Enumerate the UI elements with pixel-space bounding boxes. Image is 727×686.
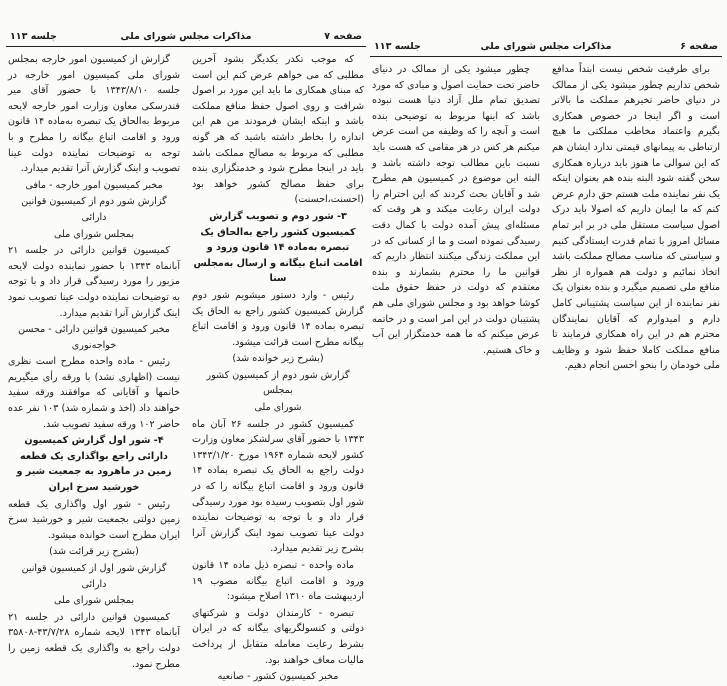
paragraph: رئیس - وارد دستور میشویم شور دوم گزارش کمیسیون کشور راجع به الحاق یک تبصره بماده ۱۴ قانون ورود و اقامت اتباع بیگانه مطرح است قرائت میشود. bbox=[192, 289, 364, 348]
publication-title: مذاکرات مجلس شورای ملی bbox=[120, 31, 252, 42]
paragraph: ماده واحده - تبصره ذیل ماده ۱۴ قانون ورود و اقامت اتباع بیگانه مصوب ۱۹ اردیبهشت ماه ۱۳۱۰ اصلاح میشود: bbox=[192, 560, 364, 603]
paragraph: شورای ملی bbox=[254, 402, 302, 414]
paragraph: رئیس - ماده واحده مطرح است نظری نیست (اظهاری نشد) با ورقه رأی میگیریم خانمها و آقایانی که موافقند ورقه سفید خواهند داد (اخذ و شماره شد) ۱۰۳ نفر عده حاضر ۱۰۲ ورقه سفید تصویب شد. bbox=[8, 356, 181, 430]
section-heading: ۳- شور دوم و تصویب گزارش کمیسیون کشور راجع به‌الحاق یک تبصره به‌ماده ۱۴ قانون ورود و اقامت اتباع بیگانه و ارسال به‌مجلس سنا bbox=[193, 210, 363, 285]
paragraph: بمجلس شورای ملی bbox=[53, 595, 135, 607]
paragraph: گزارش از کمیسیون امور خارجه بمجلس شورای ملی کمیسیون امور خارجه در جلسه ۱۳۴۳/۸/۱۰ با حضور آقای میر فندرسکی معاون وزارت امور خارجه لایحه مربوط به‌الحاق یک تبصره به‌ماده ۱۴ قانون ورود و اقامت اتباع بیگانه را مطرح و با توجه به توضیحات نماینده دولت عینا تصویب و اینک گزارش آنرا تقدیم میدارد. bbox=[8, 54, 180, 175]
paragraph: برای طرفیت شخص نیست ابتداً مدافع شخص تداریم چطور میشود یکی از ممالک در دنیای حاضر تخیرهم مملکت ما بالاتر است و اگر اینجا در خصوص همکاری بگیرم واعتماد مخاطب مملکتی ما هیچ ارتباطی به پیمانهای قیمتی ندارد ایشان هم که این سوالی ما هنوز باید درباره همکاری سخن گفته شود البته بنده هم بعنوان اینکه یک نفر نماینده ملت هستم حق دارم عرض کنم که ما ایمان داریم که اصولا باید درک اصول سیاست مستقل ملی در بر ابر تمام مسائل امروز با تمام قدرت ایستادگی کنیم و سیاستی که مناسب مصالح مملکت باشد اتخاذ نمائیم و دولت هم همواره از نظر منافع ملی تصمیم میگیرد و بنده بعنوان یک نفر نماینده از این سیاست پشتیبانی کامل دارم و امیدوارم که آقایان نمایندگان محترم هم در این راه همکاری فرمایند تا منافع مملکت کاملا حفظ شود و وظایف ملی خودمان را بنحو احسن انجام دهیم. bbox=[552, 64, 720, 372]
paragraph: که موجب تکدر یکدیگر بشود آخرین مطلبی که می خواهم عرض کنم این است که مبنای همکاری ما باید این مورد بر اصول شرافت و روی اصول حفظ منافع مملکت باشد و اینکه ایشان فرمودند من هم این اندازه را بخاطر داشته باشید که هر گونه مطلبی که مربوط به مصالح مملکت باشد باید در اینجا مطرح شود و خدمتگزاری بنده برای حفظ مصالح کشور خواهد بود (احسنت،احسنت) bbox=[192, 54, 364, 206]
paragraph: چطور میشود یکی از ممالک در دنیای حاضر تحت حمایت اصول و مبادی که مورد تصدیق تمام ملل آزاد دنیا هست نبوده باشد که اینها مربوط به توضیحی بنده است و آنچه را که وظیفه من است عرض میکنم هر کس در هر مقامی که هست باید نسبت باین مطالب توجه داشته باشد و البته این موضوع در کمیسیون هم مطرح شد و آقایان بحث کردند که این احترام را دولت ایران رعایت میکند و هر وقت که مسئله‌ای پیش آمده دولت با کمال دقت رسیدگی نموده است و ما از کسانی که در این مملکت زندگی میکنند انتظار داریم که قوانین ما را محترم بشمارند و بنده معتقدم که دولت در حفظ حقوق ملت کوشا خواهد بود و مجلس شورای ملی هم پشتیبان دولت در این امر است و در خاتمه عرض میکنم که ما همه خدمتگزار این آب و خاک هستیم. bbox=[372, 64, 540, 356]
paragraph: رئیس - شور اول واگذاری یک قطعه زمین دولتی بجمعیت شیر و خورشید سرخ ایران مطرح است خوانده میشود. bbox=[8, 498, 180, 541]
page-number: صفحه ۷ bbox=[324, 31, 362, 42]
page-number: صفحه ۶ bbox=[680, 41, 718, 52]
paragraph: گزارش شور دوم از کمیسیون قوانین دارائی bbox=[21, 196, 167, 223]
paragraph: کمیسیون قوانین دارائی در جلسه ۲۱ آبانماه ۱۳۴۳ با حضور نماینده دولت لایحه مزبور را مورد رسیدگی قرار داد و با توجه به توضیحات نماینده دولت عینا تصویب نمود اینک گزارش آنرا تقدیم میدارد. bbox=[8, 245, 180, 319]
text-column-right bbox=[192, 52, 364, 686]
paragraph: کمیسیون قوانین دارائی در جلسه ۲۱ آبانماه ۱۳۴۳ لایحه شماره ۴۳/۷/۲۸-۳۵۸۰۸ دولت راجع به واگذاری یک قطعه زمین را مطرح نمود. bbox=[8, 611, 180, 670]
paragraph: کمیسیون کشور در جلسه ۲۶ آبان ماه ۱۳۴۳ با حضور آقای سرلشکر معاون وزارت کشور لایحه شماره ۱۹۶۴ مورخ ۱۳۴۳/۱/۲۰ دولت راجع به الحاق یک تبصره بماده ۱۴ قانون ورود و اقامت اتباع بیگانه را که در شور اول بتصویب رسیده بود مورد رسیدگی قرار داد و با توجه به توضیحات نماینده دولت عینا تصویب نمود اینک گزارش آنرا بشرح زیر تقدیم میدارد. bbox=[192, 418, 364, 555]
text-column-left bbox=[8, 52, 180, 673]
signature-line: مخبر کمیسیون کشور - صانعیه bbox=[217, 671, 339, 683]
text-column-right bbox=[552, 62, 720, 375]
paragraph: گزارش شور دوم از کمیسیون کشور بمجلس bbox=[206, 369, 350, 397]
page-header bbox=[6, 30, 366, 47]
section-heading: ۴- شور اول گزارش کمیسیون دارائی راجع بواگذاری یک قطعه زمین در ماهرود به جمعیت شیر و خورشید سرخ ایران bbox=[16, 435, 172, 494]
right-page bbox=[370, 0, 722, 601]
paragraph: (بشرح زیر خوانده شد) bbox=[232, 353, 324, 365]
signature-line: مخبر کمیسیون امور خارجه - مافی bbox=[25, 179, 163, 191]
paragraph: (بشرح زیر قرائت شد) bbox=[49, 546, 139, 558]
session-number: جلسه ۱۱۳ bbox=[10, 31, 57, 42]
paragraph: تبصره - کارمندان دولت و شرکتهای دولتی و کنسولگریهای بیگانه که در ایران بشرط رعایت معامله متقابل از پرداخت مالیات معاف خواهند بود. bbox=[192, 607, 364, 666]
text-column-left bbox=[372, 62, 540, 359]
page-header bbox=[370, 40, 722, 57]
publication-title: مذاکرات مجلس شورای ملی bbox=[480, 41, 612, 52]
signature-line: مخبر کمیسیون قوانین دارائی - محسن خواجه‌نوری bbox=[18, 324, 170, 351]
session-number: جلسه ۱۱۳ bbox=[374, 41, 421, 52]
left-page bbox=[6, 0, 366, 683]
paragraph: بمجلس شورای ملی bbox=[53, 228, 135, 240]
paragraph: گزارش شور اول از کمیسیون قوانین دارائی bbox=[21, 563, 167, 590]
